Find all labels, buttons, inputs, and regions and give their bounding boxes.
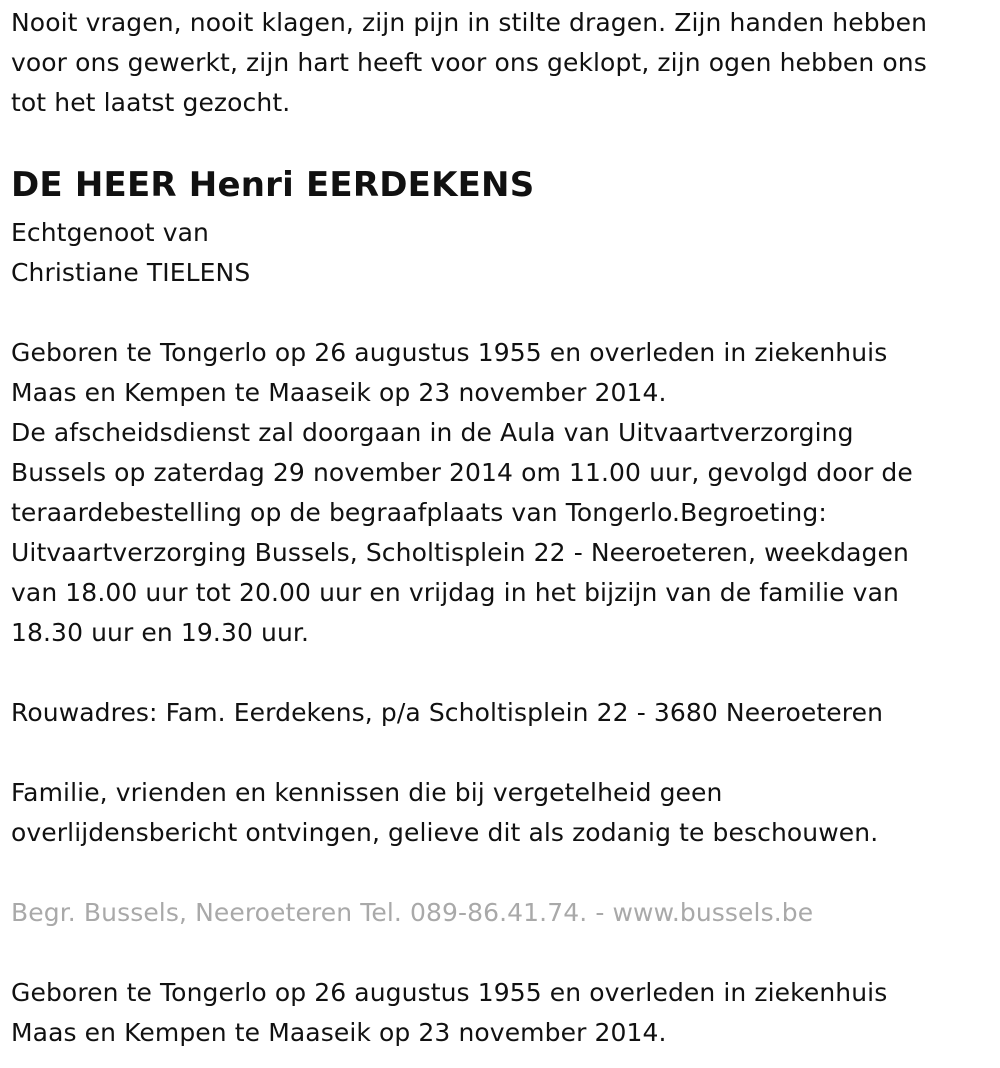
relation-label: Echtgenoot van [11,218,209,247]
details-line: Bussels op zaterdag 29 november 2014 om 11.00 uur, gevolgd door de [11,458,913,487]
spouse-name: Christiane TIELENS [11,258,251,287]
details-line: van 18.00 uur tot 20.00 uur en vrijdag in het bijzijn van de familie van [11,578,899,607]
repeat-line: Maas en Kempen te Maaseik op 23 november 2014. [11,1018,667,1047]
details-line: Uitvaartverzorging Bussels, Scholtisplein 22 - Neeroeteren, weekdagen [11,538,909,567]
spouse-block [11,213,250,293]
footer-line: Begr. Bussels, Neeroeteren Tel. 089-86.41.74. - www.bussels.be [11,898,814,927]
details-line: teraardebestelling op de begraafplaats van Tongerlo.Begroeting: [11,498,827,527]
details-line: Geboren te Tongerlo op 26 augustus 1955 en overleden in ziekenhuis [11,338,888,367]
quote-line: Nooit vragen, nooit klagen, zijn pijn in stilte dragen. Zijn handen hebben [11,8,928,37]
details-line: 18.30 uur en 19.30 uur. [11,618,310,647]
details-line: Maas en Kempen te Maaseik op 23 november 2014. [11,378,667,407]
opening-quote [11,3,927,123]
repeat-line: Geboren te Tongerlo op 26 augustus 1955 en overleden in ziekenhuis [11,978,888,1007]
funeral-details [11,333,913,653]
quote-line: tot het laatst gezocht. [11,88,291,117]
address-line: Rouwadres: Fam. Eerdekens, p/a Scholtisplein 22 - 3680 Neeroeteren [11,698,884,727]
mourning-address [11,693,883,733]
family-notice [11,773,878,853]
notice-line: Familie, vrienden en kennissen die bij vergetelheid geen [11,778,723,807]
quote-line: voor ons gewerkt, zijn hart heeft voor ons geklopt, zijn ogen hebben ons [11,48,927,77]
funeral-home-footer [11,893,813,933]
details-line: De afscheidsdienst zal doorgaan in de Aula van Uitvaartverzorging [11,418,854,447]
repeated-birth-death [11,973,887,1053]
notice-line: overlijdensbericht ontvingen, gelieve dit als zodanig te beschouwen. [11,818,879,847]
deceased-name: DE HEER Henri EERDEKENS [11,165,535,205]
